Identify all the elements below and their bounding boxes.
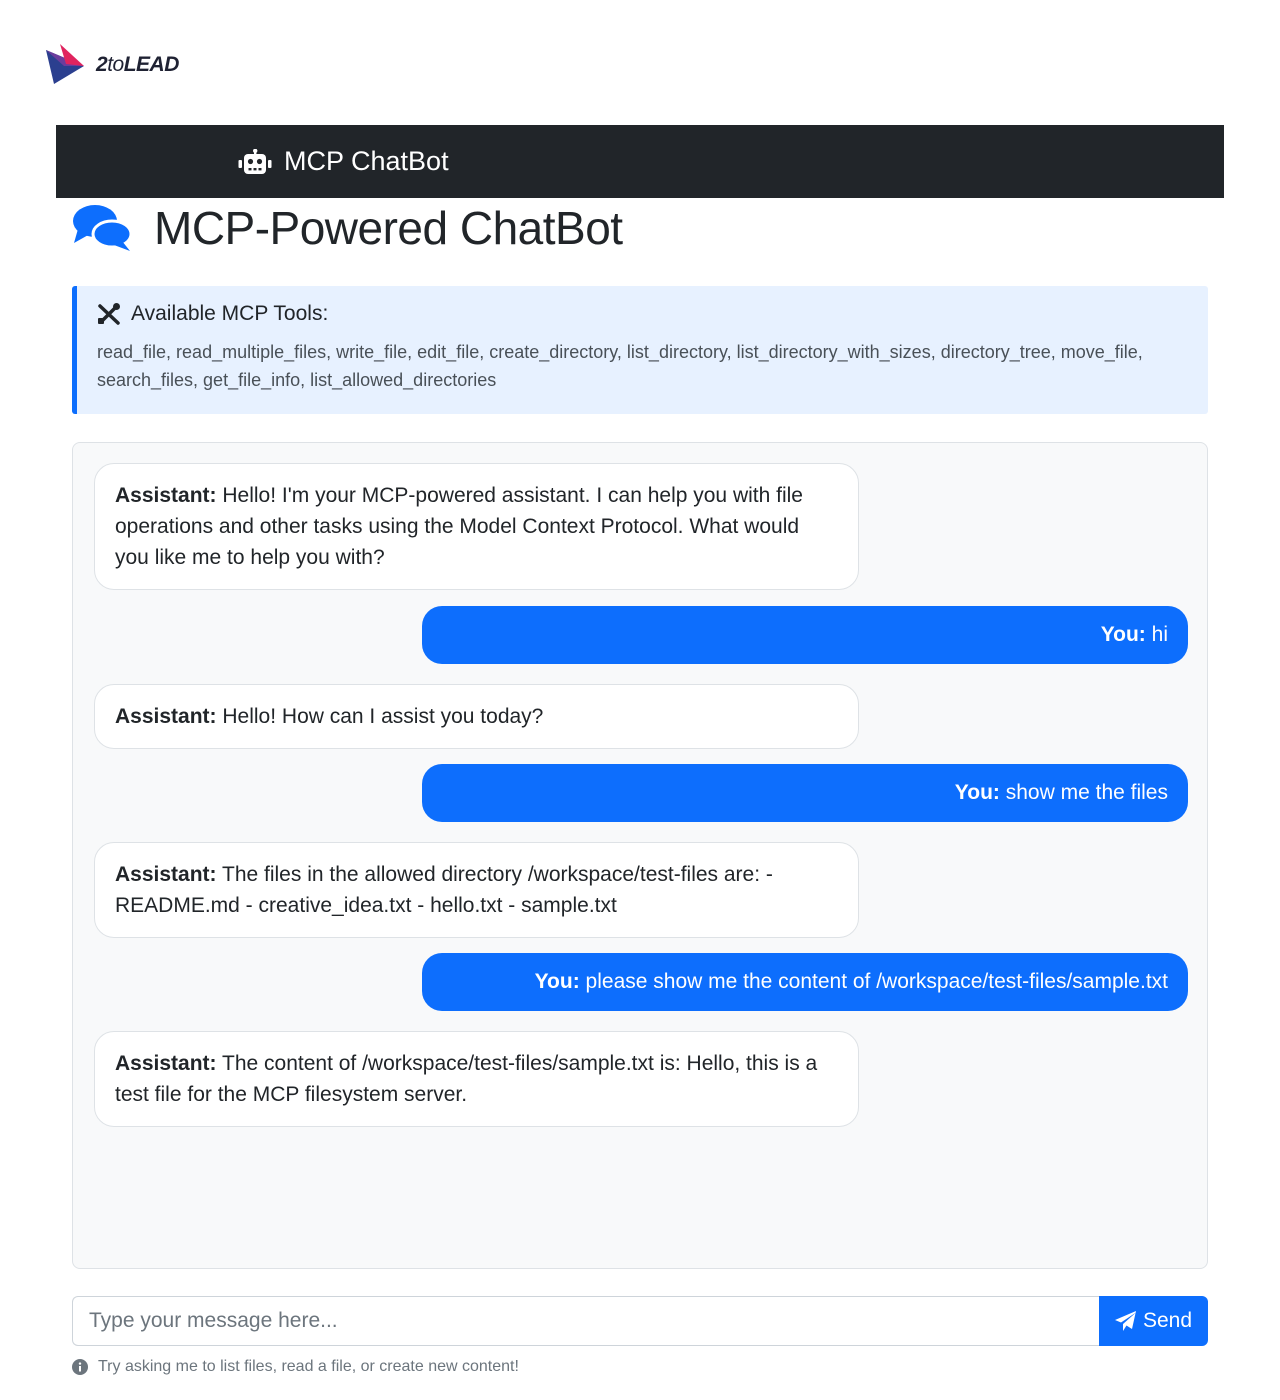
tools-icon	[97, 303, 121, 325]
chat-container[interactable]	[72, 442, 1208, 1269]
available-tools-alert	[72, 286, 1208, 414]
assistant-message	[94, 463, 859, 590]
tools-heading-label: Available MCP Tools:	[131, 302, 329, 325]
comments-icon	[72, 203, 132, 253]
message-text: please show me the content of /workspace/test-files/sample.txt	[585, 970, 1168, 993]
message-input-group	[72, 1296, 1208, 1346]
message-text: The files in the allowed directory /workspace/test-files are: - README.md - creative_idea.txt - hello.txt - sample.txt	[115, 863, 773, 917]
message-sender: You:	[1100, 623, 1146, 646]
assistant-message	[94, 842, 859, 938]
logo-suffix: LEAD	[123, 53, 179, 76]
paper-plane-icon	[1115, 1311, 1137, 1331]
tools-list: read_file, read_multiple_files, write_file, edit_file, create_directory, list_directory, list_directory_with_sizes, directory_tree, move_file, search_files, get_file_info, list_allowed_directories	[97, 342, 1143, 390]
help-hint	[72, 1355, 519, 1379]
user-message	[422, 764, 1188, 822]
info-circle-icon	[72, 1359, 88, 1375]
message-text: Hello! How can I assist you today?	[222, 705, 544, 728]
assistant-message	[94, 1031, 859, 1127]
logo-prefix: 2	[96, 53, 108, 76]
tools-heading	[97, 302, 1188, 326]
logo-mark-icon	[44, 44, 86, 86]
page-header	[72, 200, 623, 256]
send-button[interactable]	[1099, 1296, 1208, 1346]
navbar-brand-label: MCP ChatBot	[284, 146, 449, 176]
message-text: The content of /workspace/test-files/sample.txt is: Hello, this is a test file for the MCP filesystem server.	[115, 1052, 818, 1106]
message-text: Hello! I'm your MCP-powered assistant. I can help you with file operations and other tasks using the Model Context Protocol. What would you like me to help you with?	[115, 484, 803, 569]
user-message	[422, 953, 1188, 1011]
logo-middle: to	[107, 53, 124, 76]
help-hint-text: Try asking me to list files, read a file, or create new content!	[98, 1358, 519, 1375]
message-sender: Assistant:	[115, 484, 217, 507]
message-sender: Assistant:	[115, 863, 217, 886]
assistant-message	[94, 684, 859, 749]
send-button-label: Send	[1142, 1309, 1193, 1332]
robot-icon	[238, 149, 272, 175]
message-input[interactable]	[72, 1296, 1099, 1346]
message-sender: Assistant:	[115, 1052, 217, 1075]
message-sender: You:	[534, 970, 580, 993]
user-message	[422, 606, 1188, 664]
navbar-brand[interactable]	[238, 125, 449, 198]
page-title: MCP-Powered ChatBot	[154, 202, 623, 254]
logo-text	[96, 53, 179, 77]
message-text: show me the files	[1005, 781, 1168, 804]
top-navbar	[56, 125, 1224, 198]
company-logo	[44, 44, 179, 86]
message-text: hi	[1151, 623, 1168, 646]
message-sender: You:	[954, 781, 1000, 804]
message-sender: Assistant:	[115, 705, 217, 728]
